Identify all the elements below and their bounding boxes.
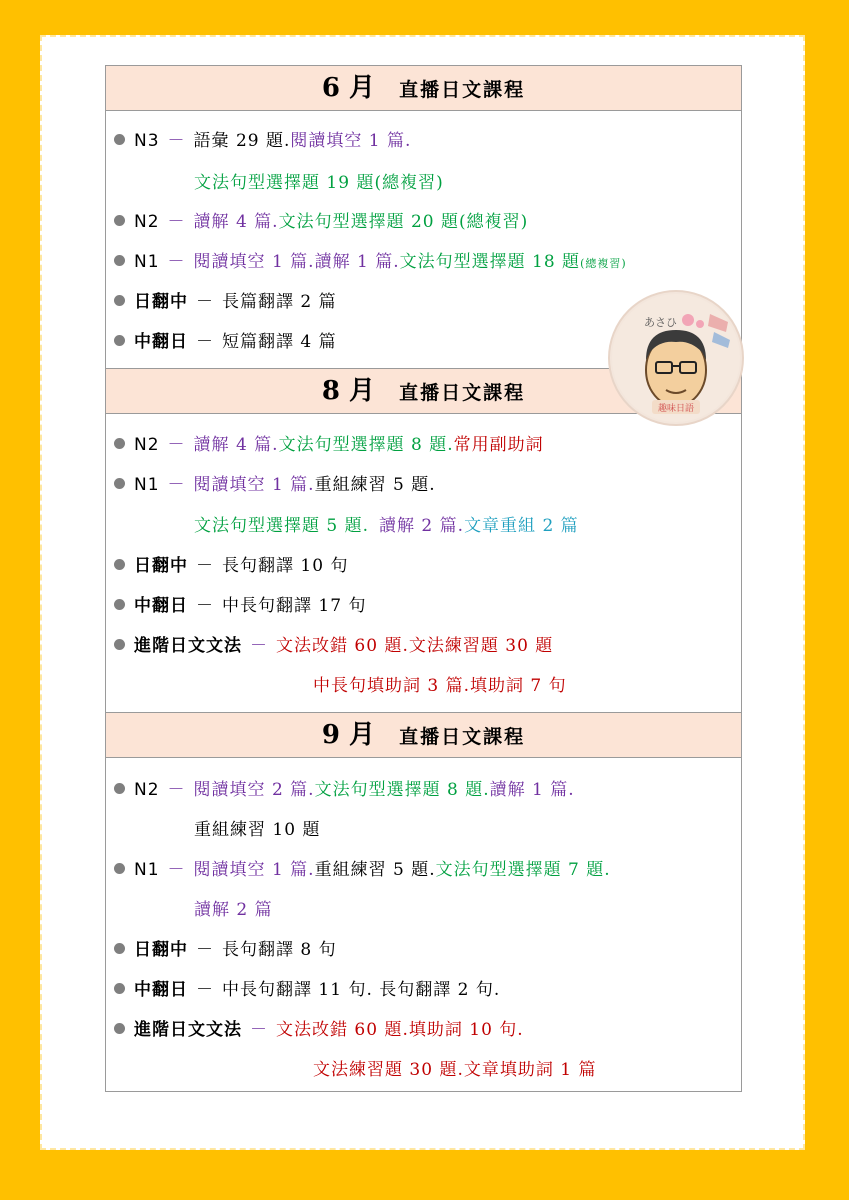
course-table	[105, 65, 742, 1092]
list-item: 中翻日 － 中長句翻譯 11 句. 長句翻譯 2 句.	[114, 975, 500, 1000]
bullet-icon	[114, 255, 125, 266]
bullet-icon	[114, 134, 125, 145]
list-item: N3 － 語彙 29 題.閱讀填空 1 篇.	[114, 126, 411, 151]
bullet-icon	[114, 215, 125, 226]
bullet-icon	[114, 783, 125, 794]
list-item-continued: 中長句填助詞 3 篇.填助詞 7 句	[313, 676, 567, 696]
list-item: 日翻中 － 長句翻譯 10 句	[114, 551, 348, 576]
list-item: N1 － 閱讀填空 1 篇.重組練習 5 題.	[114, 470, 436, 495]
list-item: 中翻日 － 中長句翻譯 17 句	[114, 591, 366, 616]
list-item-continued: 重組練習 10 題	[194, 820, 321, 840]
teacher-avatar-logo	[608, 290, 744, 426]
avatar-text-top: あさひ	[644, 316, 677, 329]
list-item: 進階日文文法 － 文法改錯 60 題.填助詞 10 句.	[114, 1015, 524, 1040]
avatar-text-bottom: 趣味日語	[657, 404, 695, 414]
list-item: N2 － 讀解 4 篇.文法句型選擇題 20 題(總複習)	[114, 207, 528, 232]
list-item: N2 － 閱讀填空 2 篇.文法句型選擇題 8 題.讀解 1 篇.	[114, 775, 575, 800]
list-item: 進階日文文法 － 文法改錯 60 題.文法練習題 30 題	[114, 631, 553, 656]
list-item: 日翻中 － 長篇翻譯 2 篇	[114, 287, 337, 312]
bullet-icon	[114, 295, 125, 306]
avatar-face-icon	[610, 292, 742, 424]
list-item-continued: 讀解 2 篇	[194, 900, 273, 920]
month-label: 8 月	[321, 376, 376, 406]
bullet-icon	[114, 1023, 125, 1034]
bullet-icon	[114, 478, 125, 489]
bullet-icon	[114, 943, 125, 954]
list-item-continued: 文法句型選擇題 19 題(總複習)	[194, 173, 444, 193]
section-header-june	[106, 65, 741, 111]
bullet-icon	[114, 559, 125, 570]
section-title: 直播日文課程	[399, 79, 526, 101]
list-item-continued: 文法練習題 30 題.文章填助詞 1 篇	[313, 1060, 597, 1080]
bullet-icon	[114, 863, 125, 874]
list-item: 日翻中 － 長句翻譯 8 句	[114, 935, 337, 960]
month-label: 6 月	[321, 73, 376, 103]
month-label: 9 月	[321, 720, 376, 750]
section-title: 直播日文課程	[399, 726, 526, 748]
bullet-icon	[114, 983, 125, 994]
bullet-icon	[114, 639, 125, 650]
bullet-icon	[114, 438, 125, 449]
bullet-icon	[114, 599, 125, 610]
list-item: N2 － 讀解 4 篇.文法句型選擇題 8 題.常用副助詞	[114, 430, 544, 455]
list-item: N1 － 閱讀填空 1 篇.重組練習 5 題.文法句型選擇題 7 題.	[114, 855, 611, 880]
section-header-september	[106, 712, 741, 758]
list-item: N1 － 閱讀填空 1 篇.讀解 1 篇.文法句型選擇題 18 題(總複習)	[114, 247, 627, 272]
section-title: 直播日文課程	[399, 382, 526, 404]
level-label: N3	[134, 131, 160, 151]
list-item: 中翻日 － 短篇翻譯 4 篇	[114, 327, 337, 352]
list-item-continued: 文法句型選擇題 5 題. 讀解 2 篇.文章重組 2 篇	[194, 516, 579, 536]
bullet-icon	[114, 335, 125, 346]
